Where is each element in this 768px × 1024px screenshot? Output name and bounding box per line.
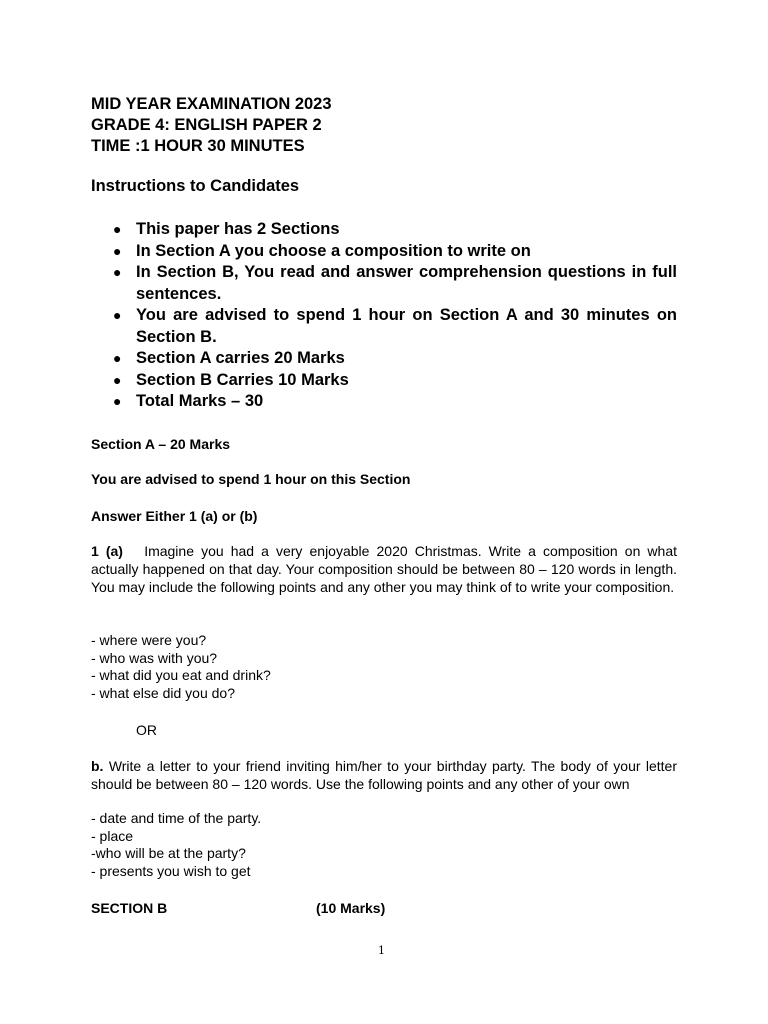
- question-1b-label: b.: [91, 758, 104, 774]
- question-1a-points: [91, 632, 271, 702]
- question-1a-label: 1 (a): [91, 543, 123, 559]
- list-item: - presents you wish to get: [91, 862, 251, 879]
- instruction-item: ● Section B Carries 10 Marks: [91, 370, 677, 392]
- bullet-icon: ●: [113, 371, 122, 388]
- instruction-item: ● Section A carries 20 Marks: [91, 348, 677, 370]
- list-item: - what did you eat and drink?: [91, 667, 271, 683]
- bullet-icon: ●: [113, 221, 122, 237]
- exam-subject: GRADE 4: ENGLISH PAPER 2: [91, 116, 322, 134]
- question-1b-points: [91, 810, 261, 880]
- list-item: -who will be at the party?: [91, 845, 246, 861]
- or-separator: OR: [136, 722, 157, 738]
- exam-title: MID YEAR EXAMINATION 2023: [91, 95, 332, 113]
- instruction-item: ● In Section B, You read and answer comprehension questions in full sentences.: [113, 263, 677, 303]
- instructions-list: [91, 219, 677, 413]
- question-1b: [91, 757, 677, 793]
- instruction-item: ● In Section A you choose a composition to write on: [91, 241, 677, 263]
- list-item: - where were you?: [91, 632, 207, 648]
- page-number: 1: [378, 944, 385, 957]
- bullet-icon: ●: [113, 350, 122, 366]
- section-b-heading: SECTION B: [91, 900, 168, 916]
- instructions-title: Instructions to Candidates: [91, 177, 300, 195]
- section-a-advice: You are advised to spend 1 hour on this Section: [91, 471, 411, 487]
- bullet-icon: ●: [113, 264, 122, 280]
- section-a-choice: Answer Either 1 (a) or (b): [91, 508, 258, 524]
- question-1a-text: Imagine you had a very enjoyable 2020 Christmas. Write a composition on what actually happened on that day. Your composition should be between 80 – 120 words in length. You may include the following points and any other you may think of to write your composition.: [91, 543, 678, 595]
- question-1a: [91, 542, 677, 596]
- list-item: - what else did you do?: [91, 684, 235, 701]
- list-item: - date and time of the party.: [91, 810, 262, 826]
- bullet-icon: ●: [113, 307, 122, 323]
- section-b-marks: (10 Marks): [316, 900, 386, 916]
- bullet-icon: ●: [113, 393, 122, 409]
- section-a-heading: Section A – 20 Marks: [91, 436, 231, 452]
- instruction-item: ● You are advised to spend 1 hour on Section A and 30 minutes on Section B.: [113, 306, 677, 346]
- bullet-icon: ●: [113, 242, 122, 259]
- exam-header: [91, 94, 332, 157]
- exam-duration: TIME :1 HOUR 30 MINUTES: [91, 137, 305, 155]
- question-1b-text: Write a letter to your friend inviting him/her to your birthday party. The body of your letter should be between 80 – 120 words. Use the following points and any other of your own: [91, 758, 677, 792]
- list-item: - place: [91, 827, 134, 844]
- instruction-item: ● This paper has 2 Sections: [91, 219, 677, 241]
- instruction-item: ● Total Marks – 30: [91, 391, 677, 413]
- list-item: - who was with you?: [91, 649, 218, 666]
